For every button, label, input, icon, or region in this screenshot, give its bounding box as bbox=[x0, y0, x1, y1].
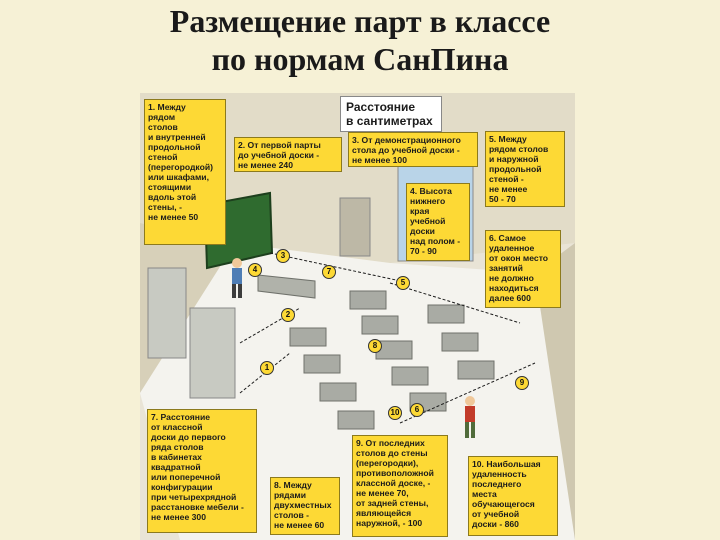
note-10: 10. Наибольшая удаленность последнего места обучающегося от учебной доски - 860 bbox=[468, 456, 558, 536]
desk bbox=[428, 305, 464, 323]
note-2: 2. От первой парты до учебной доски - не менее 240 bbox=[234, 137, 342, 172]
door bbox=[340, 198, 370, 256]
desk bbox=[338, 411, 374, 429]
desk bbox=[362, 316, 398, 334]
slide-title-line-1: Размещение парт в классе bbox=[169, 3, 551, 39]
note-6: 6. Самое удаленное от окон место занятий не должно находиться далее 600 bbox=[485, 230, 561, 308]
note-3: 3. От демонстрационного стола до учебной доски - не менее 100 bbox=[348, 132, 478, 167]
marker-4: 4 bbox=[248, 263, 262, 277]
note-9: 9. От последних столов до стены (перегородки), противоположной классной доске, - не менее 70, от задней стены, являющейся наружной, - 100 bbox=[352, 435, 448, 537]
slide-title bbox=[0, 2, 720, 78]
marker-5: 5 bbox=[396, 276, 410, 290]
desk bbox=[392, 367, 428, 385]
shelf-2 bbox=[190, 308, 235, 398]
marker-3: 3 bbox=[276, 249, 290, 263]
marker-2: 2 bbox=[281, 308, 295, 322]
desk bbox=[304, 355, 340, 373]
classroom-infographic bbox=[140, 93, 575, 540]
desk bbox=[442, 333, 478, 351]
note-7: 7. Расстояние от классной доски до первого ряда столов в кабинетах квадратной или поперечной конфигурации при четырехрядной расстановке мебели - не менее 300 bbox=[147, 409, 257, 533]
slide-title-line-2: по нормам СанПина bbox=[211, 41, 509, 77]
desk bbox=[320, 383, 356, 401]
marker-6: 6 bbox=[410, 403, 424, 417]
shelf-1 bbox=[148, 268, 186, 358]
note-1: 1. Между рядом столов и внутренней продольной стеной (перегородкой) или шкафами, стоящими вдоль этой стены, - не менее 50 bbox=[144, 99, 226, 245]
note-4: 4. Высота нижнего края учебной доски над полом - 70 - 90 bbox=[406, 183, 470, 261]
marker-10: 10 bbox=[388, 406, 402, 420]
marker-9: 9 bbox=[515, 376, 529, 390]
desk bbox=[458, 361, 494, 379]
marker-1: 1 bbox=[260, 361, 274, 375]
marker-7: 7 bbox=[322, 265, 336, 279]
desk bbox=[290, 328, 326, 346]
note-8: 8. Между рядами двухместных столов - не менее 60 bbox=[270, 477, 340, 535]
desk bbox=[350, 291, 386, 309]
infographic-header: Расстояние в сантиметрах bbox=[340, 96, 442, 132]
marker-8: 8 bbox=[368, 339, 382, 353]
note-5: 5. Между рядом столов и наружной продольной стеной - не менее 50 - 70 bbox=[485, 131, 565, 207]
